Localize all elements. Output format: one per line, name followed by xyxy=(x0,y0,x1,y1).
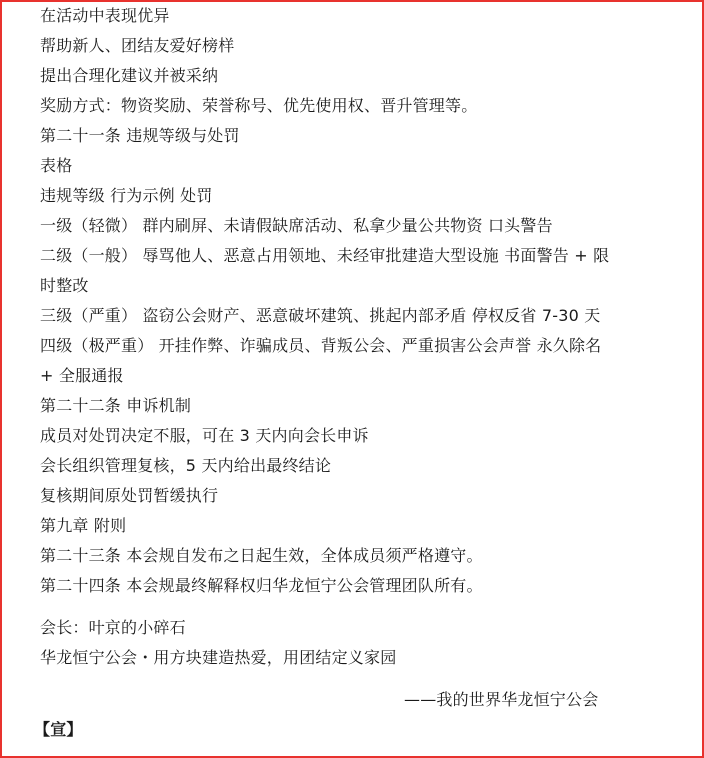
doc-line: 在活动中表现优异 xyxy=(40,6,170,25)
doc-line: 帮助新人、团结友爱好榜样 xyxy=(40,36,235,55)
doc-line: 提出合理化建议并被采纳 xyxy=(40,66,219,85)
table-header-line: 违规等级 行为示例 处罚 xyxy=(40,186,213,205)
doc-line: 第二十四条 本会规最终解释权归华龙恒宁公会管理团队所有。 xyxy=(40,576,483,595)
doc-line: 奖励方式：物资奖励、荣誉称号、优先使用权、晋升管理等。 xyxy=(40,96,478,115)
table-row-continuation: + 全服通报 xyxy=(40,366,124,385)
table-row-continuation: 时整改 xyxy=(40,276,89,295)
table-row: 四级（极严重） 开挂作弊、诈骗成员、背叛公会、严重损害公会声誉 永久除名 xyxy=(40,336,602,355)
section-heading: 第二十二条 申诉机制 xyxy=(40,396,192,415)
slogan-line: 华龙恒宁公会・用方块建造热爱，用团结定义家园 xyxy=(40,648,397,667)
chapter-heading: 第九章 附则 xyxy=(40,516,127,535)
doc-line: 成员对处罚决定不服，可在 3 天内向会长申诉 xyxy=(40,426,369,445)
table-row: 三级（严重） 盗窃公会财产、恶意破坏建筑、挑起内部矛盾 停权反省 7-30 天 xyxy=(40,306,601,325)
stamp-text: 【宣】 xyxy=(34,720,83,739)
table-row: 二级（一般） 辱骂他人、恶意占用领地、未经审批建造大型设施 书面警告 + 限 xyxy=(40,246,610,265)
table-row: 一级（轻微） 群内刷屏、未请假缺席活动、私拿少量公共物资 口头警告 xyxy=(40,216,553,235)
doc-line: 复核期间原处罚暂缓执行 xyxy=(40,486,219,505)
signature-line: ——我的世界华龙恒宁公会 xyxy=(404,690,599,709)
section-heading: 第二十一条 违规等级与处罚 xyxy=(40,126,240,145)
doc-line: 表格 xyxy=(40,156,73,175)
doc-line: 第二十三条 本会规自发布之日起生效，全体成员须严格遵守。 xyxy=(40,546,483,565)
president-line: 会长：叶京的小碎石 xyxy=(40,618,186,637)
doc-line: 会长组织管理复核，5 天内给出最终结论 xyxy=(40,456,332,475)
